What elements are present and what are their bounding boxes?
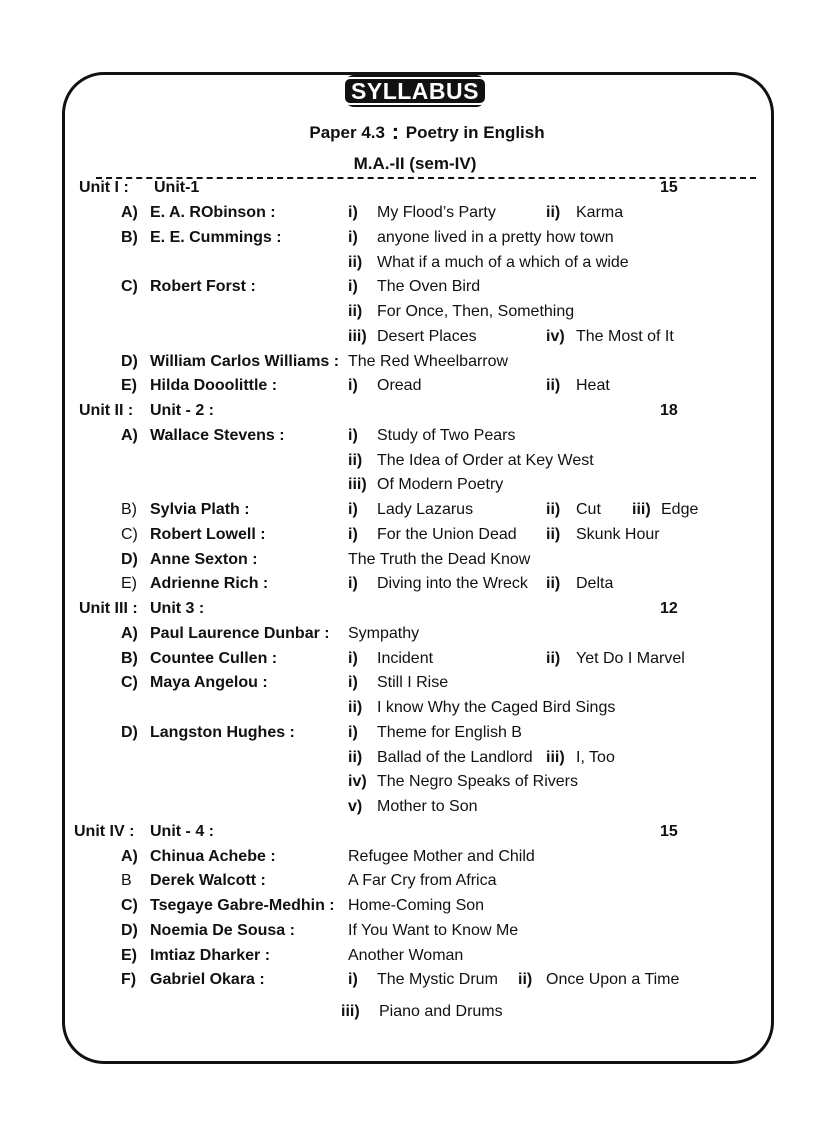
author-letter: C) [121, 674, 138, 691]
unit-label: Unit I : [79, 179, 129, 196]
author-name: Maya Angelou : [150, 674, 268, 691]
poem-title: Theme for English B [377, 724, 522, 741]
author-row [0, 572, 840, 596]
poem-title: The Oven Bird [377, 278, 481, 295]
unit-title: Unit 3 : [150, 600, 205, 617]
author-name: Hilda Dooolittle : [150, 377, 278, 394]
poem-number: ii) [348, 749, 363, 766]
poem-number: iii) [546, 749, 565, 766]
author-row [0, 721, 840, 745]
poem-number: i) [348, 650, 358, 667]
author-letter: D) [121, 551, 138, 568]
paper-subject: Poetry in English [405, 123, 545, 142]
author-letter: B) [121, 501, 137, 518]
unit-heading-row [0, 820, 840, 844]
author-row [0, 548, 840, 572]
poem-title: Desert Places [377, 328, 477, 345]
unit-heading-row [0, 597, 840, 621]
poem-title: The Truth the Dead Know [348, 551, 531, 568]
poem-row [0, 770, 840, 794]
author-row [0, 968, 840, 992]
author-letter: F) [121, 971, 137, 988]
poem-title: What if a much of a which of a wide [377, 254, 629, 271]
poem-row [0, 251, 840, 275]
author-letter: C) [121, 897, 138, 914]
author-name: E. A. RObinson : [150, 204, 276, 221]
poem-number: i) [348, 674, 358, 691]
poem-number: i) [348, 204, 358, 221]
author-letter: A) [121, 848, 138, 865]
poem-number: i) [348, 526, 358, 543]
author-name: Wallace Stevens : [150, 427, 285, 444]
poem-number: iii) [341, 1003, 360, 1020]
author-row [0, 647, 840, 671]
author-row [0, 275, 840, 299]
poem-number: ii) [348, 699, 363, 716]
author-row [0, 869, 840, 893]
author-name: Countee Cullen : [150, 650, 278, 667]
poem-number: iii) [348, 476, 367, 493]
poem-title: For the Union Dead [377, 526, 517, 543]
poem-number: ii) [348, 452, 363, 469]
poem-title: Home-Coming Son [348, 897, 485, 914]
author-letter: A) [121, 625, 138, 642]
poem-title: Skunk Hour [576, 526, 660, 543]
poem-title: The Most of It [576, 328, 674, 345]
poem-number: i) [348, 377, 358, 394]
unit-label: Unit II : [79, 402, 134, 419]
author-row [0, 894, 840, 918]
poem-title: anyone lived in a pretty how town [377, 229, 614, 246]
author-row [0, 671, 840, 695]
poem-number: iv) [546, 328, 565, 345]
poem-title: Karma [576, 204, 624, 221]
poem-title: I know Why the Caged Bird Sings [377, 699, 616, 716]
author-letter: E) [121, 575, 137, 592]
poem-title: Lady Lazarus [377, 501, 474, 518]
paper-title-colon: : [391, 119, 400, 144]
author-letter: B) [121, 229, 138, 246]
author-row [0, 424, 840, 448]
poem-title: Study of Two Pears [377, 427, 516, 444]
poem-title: Of Modern Poetry [377, 476, 504, 493]
poem-title: The Red Wheelbarrow [348, 353, 509, 370]
poem-title: Another Woman [348, 947, 464, 964]
poem-number: ii) [546, 501, 561, 518]
author-letter: D) [121, 353, 138, 370]
unit-heading-row [0, 399, 840, 423]
author-letter: A) [121, 427, 138, 444]
poem-title: Incident [377, 650, 434, 667]
semester-title: M.A.-II (sem-IV) [353, 154, 477, 173]
author-name: Paul Laurence Dunbar : [150, 625, 330, 642]
poem-row [0, 795, 840, 819]
author-name: Tsegaye Gabre-Medhin : [150, 897, 335, 914]
poem-title: Diving into the Wreck [377, 575, 528, 592]
author-letter: A) [121, 204, 138, 221]
poem-title: Still I Rise [377, 674, 449, 691]
unit-marks: 15 [660, 179, 678, 196]
poem-number: v) [348, 798, 363, 815]
poem-title: A Far Cry from Africa [348, 872, 497, 889]
author-name: William Carlos Williams : [150, 353, 340, 370]
poem-number: ii) [546, 377, 561, 394]
unit-title: Unit - 2 : [150, 402, 214, 419]
author-row [0, 845, 840, 869]
poem-number: ii) [546, 575, 561, 592]
author-row [0, 944, 840, 968]
poem-number: i) [348, 278, 358, 295]
poem-title: Ballad of the Landlord [377, 749, 533, 766]
poem-title: Oread [377, 377, 422, 394]
author-row [0, 374, 840, 398]
unit-marks: 18 [660, 402, 678, 419]
poem-number: iii) [632, 501, 651, 518]
poem-number: i) [348, 971, 358, 988]
author-letter: B [121, 872, 132, 889]
poem-number: i) [348, 575, 358, 592]
author-name: Langston Hughes : [150, 724, 295, 741]
author-name: Gabriel Okara : [150, 971, 265, 988]
poem-title: My Flood’s Party [377, 204, 496, 221]
poem-row [0, 325, 840, 349]
author-name: Robert Forst : [150, 278, 256, 295]
author-row [0, 498, 840, 522]
poem-number: i) [348, 501, 358, 518]
unit-label: Unit III : [79, 600, 138, 617]
poem-number: iii) [348, 328, 367, 345]
poem-title: Piano and Drums [379, 1003, 503, 1020]
author-row [0, 226, 840, 250]
author-row [0, 523, 840, 547]
unit-title: Unit - 4 : [150, 823, 214, 840]
poem-number: i) [348, 229, 358, 246]
poem-title: Mother to Son [377, 798, 478, 815]
poem-number: iv) [348, 773, 367, 790]
poem-number: ii) [546, 204, 561, 221]
poem-number: i) [348, 724, 358, 741]
poem-title: I, Too [576, 749, 615, 766]
author-name: Noemia De Sousa : [150, 922, 295, 939]
poem-row [0, 473, 840, 497]
poem-row [0, 696, 840, 720]
poem-number: ii) [546, 526, 561, 543]
poem-title: Once Upon a Time [546, 971, 680, 988]
poem-title: Heat [576, 377, 610, 394]
poem-title: For Once, Then, Something [377, 303, 575, 320]
author-row [0, 350, 840, 374]
author-name: Chinua Achebe : [150, 848, 276, 865]
poem-title: Yet Do I Marvel [576, 650, 685, 667]
poem-number: ii) [348, 254, 363, 271]
syllabus-badge [345, 75, 485, 107]
unit-marks: 12 [660, 600, 678, 617]
poem-number: i) [348, 427, 358, 444]
author-letter: E) [121, 947, 137, 964]
author-letter: D) [121, 724, 138, 741]
poem-title: Edge [661, 501, 699, 518]
author-name: Imtiaz Dharker : [150, 947, 271, 964]
author-name: E. E. Cummings : [150, 229, 282, 246]
author-letter: C) [121, 278, 138, 295]
author-letter: B) [121, 650, 138, 667]
author-name: Robert Lowell : [150, 526, 266, 543]
poem-number: ii) [546, 650, 561, 667]
syllabus-badge-label: SYLLABUS [343, 77, 487, 105]
author-row [0, 622, 840, 646]
author-letter: E) [121, 377, 137, 394]
author-name: Sylvia Plath : [150, 501, 250, 518]
poem-title: The Negro Speaks of Rivers [377, 773, 578, 790]
paper-title [0, 119, 840, 145]
unit-marks: 15 [660, 823, 678, 840]
poem-title: Sympathy [348, 625, 420, 642]
poem-row [0, 449, 840, 473]
poem-title: The Mystic Drum [377, 971, 498, 988]
author-row [0, 919, 840, 943]
author-letter: D) [121, 922, 138, 939]
poem-row [0, 1000, 840, 1024]
unit-label: Unit IV : [74, 823, 135, 840]
poem-row [0, 746, 840, 770]
poem-title: If You Want to Know Me [348, 922, 519, 939]
paper-code: Paper 4.3 [309, 123, 385, 142]
author-letter: C) [121, 526, 138, 543]
author-name: Anne Sexton : [150, 551, 258, 568]
poem-number: ii) [518, 971, 533, 988]
unit-heading-row [0, 176, 840, 200]
poem-title: Refugee Mother and Child [348, 848, 535, 865]
poem-number: ii) [348, 303, 363, 320]
poem-title: The Idea of Order at Key West [377, 452, 594, 469]
unit-title: Unit-1 [154, 179, 200, 196]
author-row [0, 201, 840, 225]
poem-title: Delta [576, 575, 614, 592]
poem-row [0, 300, 840, 324]
poem-title: Cut [576, 501, 601, 518]
author-name: Adrienne Rich : [150, 575, 269, 592]
author-name: Derek Walcott : [150, 872, 266, 889]
